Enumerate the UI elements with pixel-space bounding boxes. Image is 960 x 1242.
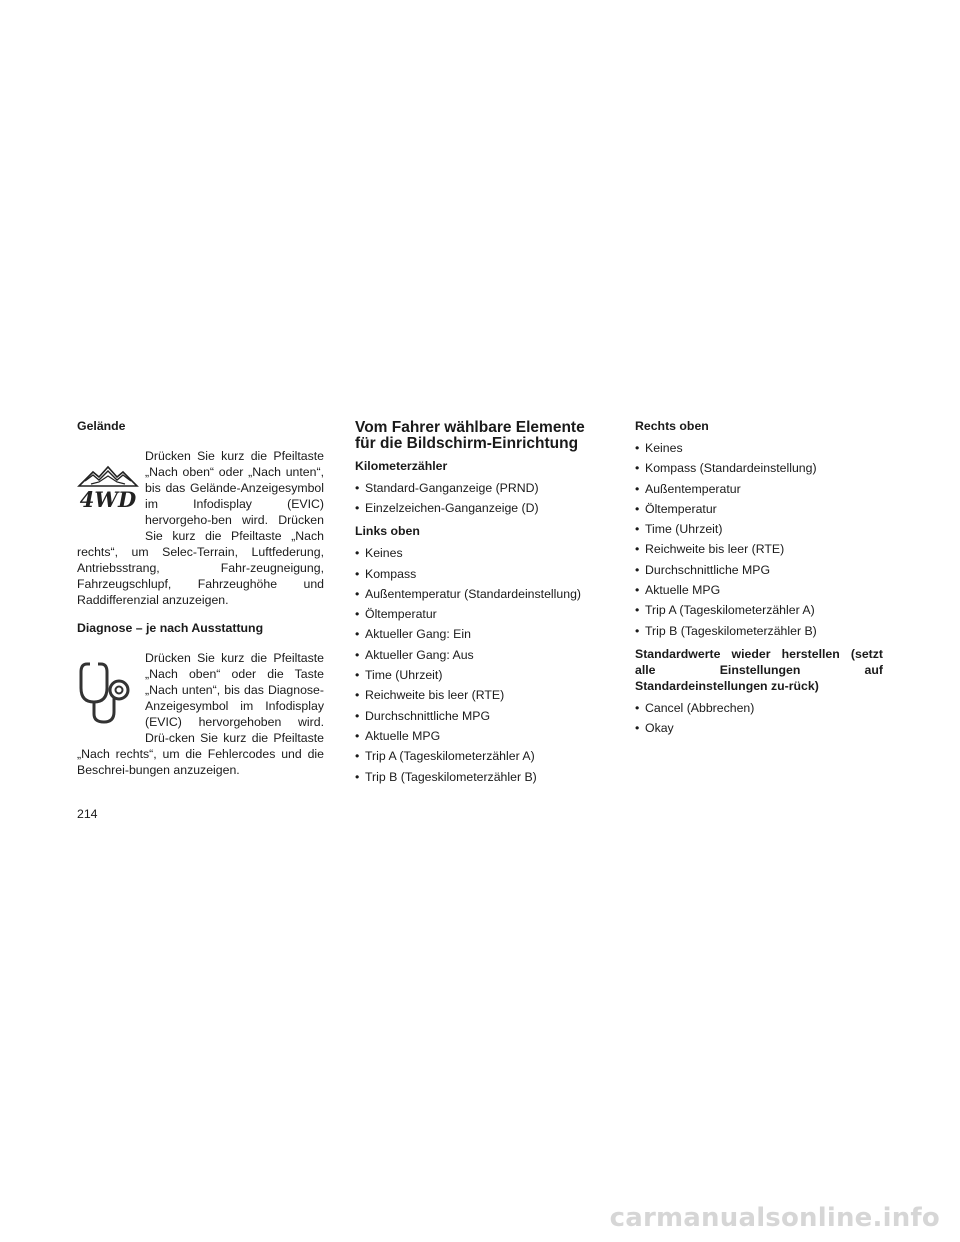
terrain-text: Drücken Sie kurz die Pfeiltaste „Nach oben“ oder „Nach unten“, bis das Gelände-Anzeigesymbol im Infodisplay (EVIC) hervorgeho-ben wird. Drücken Sie kurz die Pfeiltaste „Nach rechts“, um Selec-Terrain, Luftfederung, Antriebsstrang, Fahr-zeugneigung, Fahrzeugschlupf, Fahrzeughöhe und Raddifferenzial anzuzeigen. (77, 449, 324, 607)
restore-defaults-heading: Standardwerte wieder herstellen (setzt alle Einstellungen auf Standardeinstellungen zu-rück) (635, 646, 883, 693)
diagnose-block (77, 650, 324, 778)
diagnose-heading: Diagnose – je nach Ausstattung (77, 621, 264, 635)
list-item: • Reichweite bis leer (RTE) (355, 687, 603, 703)
terrain-block (77, 448, 324, 608)
stethoscope-icon (77, 652, 141, 738)
list-item: • Kompass (355, 566, 603, 582)
list-item: • Keines (635, 440, 883, 456)
list-item: • Einzelzeichen-Ganganzeige (D) (355, 500, 603, 516)
list-item: • Standard-Ganganzeige (PRND) (355, 480, 603, 496)
terrain-heading: Gelände (77, 419, 126, 433)
diagnose-text: Drücken Sie kurz die Pfeiltaste „Nach oben“ oder die Taste „Nach unten“, bis das Diagnose-Anzeigesymbol im Infodisplay (EVIC) hervorgehoben wird. Drü-cken Sie kurz die Pfeiltaste „Nach rechts“, um die Fehlercodes und die Beschrei-bungen anzuzeigen. (77, 651, 324, 777)
list-item: • Trip A (Tageskilometerzähler A) (635, 602, 883, 618)
list-item: • Trip A (Tageskilometerzähler A) (355, 748, 603, 764)
4wd-label: 4WD (79, 487, 137, 512)
list-item: • Aktuelle MPG (355, 728, 603, 744)
list-item: • Time (Uhrzeit) (355, 667, 603, 683)
list-item: • Okay (635, 720, 883, 736)
page-number: 214 (77, 807, 98, 821)
left-column (77, 418, 324, 790)
list-item: • Reichweite bis leer (RTE) (635, 541, 883, 557)
list-item: • Durchschnittliche MPG (635, 562, 883, 578)
list-item: • Aktueller Gang: Aus (355, 647, 603, 663)
odometer-list (355, 480, 603, 516)
list-item: • Außentemperatur (635, 481, 883, 497)
odometer-heading: Kilometerzähler (355, 459, 448, 473)
top-left-list (355, 545, 603, 784)
top-right-heading: Rechts oben (635, 419, 709, 433)
section-title: Vom Fahrer wählbare Elemente für die Bildschirm-Einrichtung (355, 419, 585, 452)
list-item: • Öltemperatur (635, 501, 883, 517)
4wd-terrain-icon (77, 450, 141, 530)
restore-defaults-list (635, 700, 883, 736)
middle-column (355, 418, 603, 792)
list-item: • Kompass (Standardeinstellung) (635, 460, 883, 476)
top-right-list (635, 440, 883, 639)
list-item: • Außentemperatur (Standardeinstellung) (355, 586, 603, 602)
right-column (635, 418, 883, 743)
top-left-heading: Links oben (355, 524, 420, 539)
watermark: carmanualsonline.info (609, 1203, 940, 1233)
list-item: • Time (Uhrzeit) (635, 521, 883, 537)
list-item: • Öltemperatur (355, 606, 603, 622)
list-item: • Aktuelle MPG (635, 582, 883, 598)
list-item: • Aktueller Gang: Ein (355, 626, 603, 642)
list-item: • Trip B (Tageskilometerzähler B) (355, 769, 603, 785)
list-item: • Trip B (Tageskilometerzähler B) (635, 623, 883, 639)
list-item: • Keines (355, 545, 603, 561)
list-item: • Durchschnittliche MPG (355, 708, 603, 724)
list-item: • Cancel (Abbrechen) (635, 700, 883, 716)
